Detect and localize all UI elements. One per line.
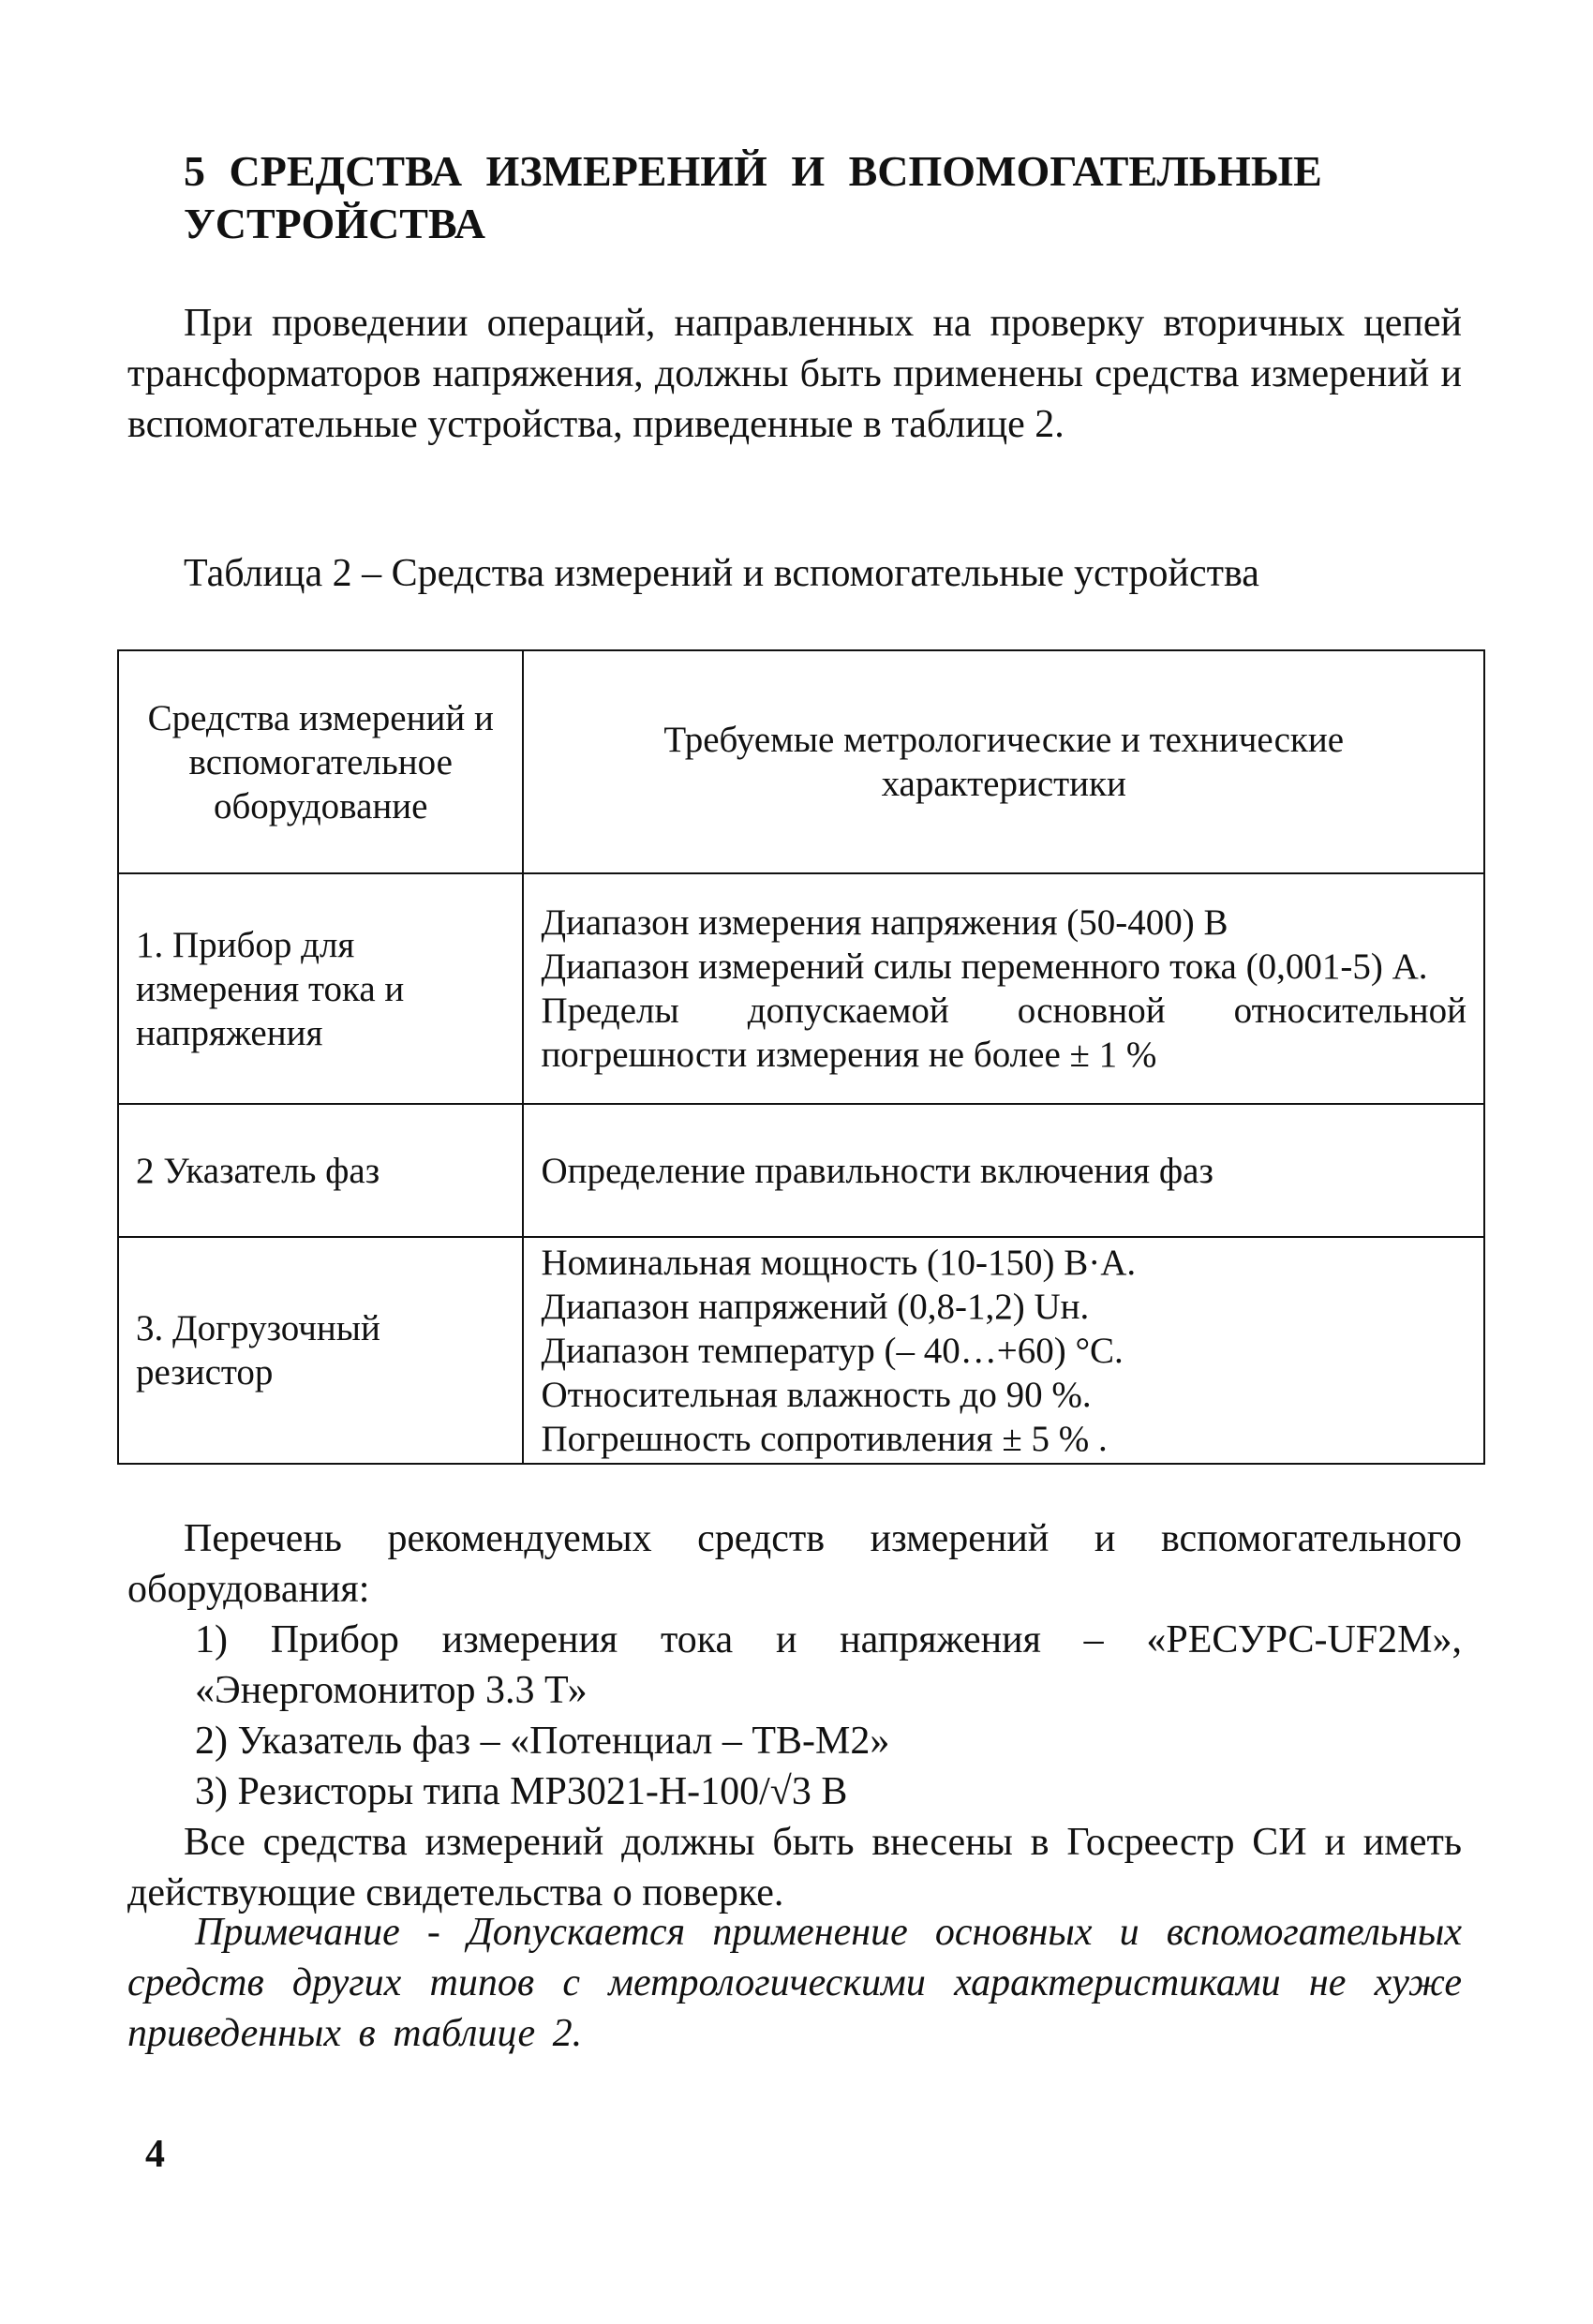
table-caption: Таблица 2 – Средства измерений и вспомогательные устройства xyxy=(184,552,1259,595)
equipment-name-cell: 1. Прибор для измерения тока и напряжения xyxy=(118,873,523,1104)
list-intro-paragraph xyxy=(127,1513,1462,1615)
recommended-equipment-block xyxy=(127,1513,1462,1918)
characteristics-cell xyxy=(523,1237,1484,1464)
page-number: 4 xyxy=(145,2133,165,2176)
note-text: Примечание - Допускается применение основных и вспомогательных средств других типов с метрологическими характеристиками не хуже приведенных в таблице 2. xyxy=(127,1911,1462,2055)
characteristic-line: Пределы допускаемой основной относительной погрешности измерения не более ± 1 % xyxy=(541,991,1466,1075)
section-heading-line1: 5 СРЕДСТВА ИЗМЕРЕНИЙ И ВСПОМОГАТЕЛЬНЫЕ xyxy=(184,147,1322,195)
equipment-name-cell: 3. Догрузочный резистор xyxy=(118,1237,523,1464)
equipment-table xyxy=(117,649,1485,1465)
intro-text: При проведении операций, направленных на проверку вторичных цепей трансформаторов напряжения, должны быть применены средства измерений и вспомогательные устройства, приведенные в таблице 2. xyxy=(127,302,1462,446)
characteristic-line: Определение правильности включения фаз xyxy=(541,1150,1213,1191)
list-intro-text: Перечень рекомендуемых средств измерений и вспомогательного оборудования: xyxy=(127,1517,1462,1611)
characteristic-line: Диапазон температур (– 40…+60) °С. xyxy=(541,1330,1124,1371)
characteristic-line: Диапазон измерения напряжения (50-400) В xyxy=(541,902,1228,943)
intro-paragraph xyxy=(127,298,1462,450)
section-heading-line2: УСТРОЙСТВА xyxy=(184,200,485,247)
list-item: 1) Прибор измерения тока и напряжения – «РЕСУРС-UF2M», «Энергомонитор 3.3 Т» xyxy=(195,1618,1462,1712)
table-row xyxy=(118,873,1484,1104)
characteristic-line: Относительная влажность до 90 %. xyxy=(541,1374,1092,1415)
list-item: 3) Резисторы типа МР3021-Н-100/√3 В xyxy=(195,1770,848,1813)
header-cell-equipment: Средства измерений и вспомогательное оборудование xyxy=(118,650,523,873)
registry-paragraph xyxy=(127,1817,1462,1918)
equipment-name-cell: 2 Указатель фаз xyxy=(118,1104,523,1237)
characteristic-line: Диапазон измерений силы переменного тока (0,001-5) А. xyxy=(541,946,1428,987)
characteristics-cell xyxy=(523,873,1484,1104)
characteristic-line: Диапазон напряжений (0,8-1,2) Uн. xyxy=(541,1286,1090,1327)
header-cell-characteristics: Требуемые метрологические и технические характеристики xyxy=(523,650,1484,873)
registry-text: Все средства измерений должны быть внесены в Госреестр СИ и иметь действующие свидетельства о поверке. xyxy=(127,1821,1462,1914)
characteristics-cell xyxy=(523,1104,1484,1237)
table-row xyxy=(118,1104,1484,1237)
note-paragraph xyxy=(127,1907,1462,2059)
characteristic-line: Номинальная мощность (10-150) В·А. xyxy=(541,1242,1137,1283)
section-heading xyxy=(184,145,1471,250)
table-row xyxy=(118,1237,1484,1464)
characteristic-line: Погрешность сопротивления ± 5 % . xyxy=(541,1418,1108,1459)
table-header-row xyxy=(118,650,1484,873)
list-item: 2) Указатель фаз – «Потенциал – ТВ-М2» xyxy=(195,1720,890,1763)
